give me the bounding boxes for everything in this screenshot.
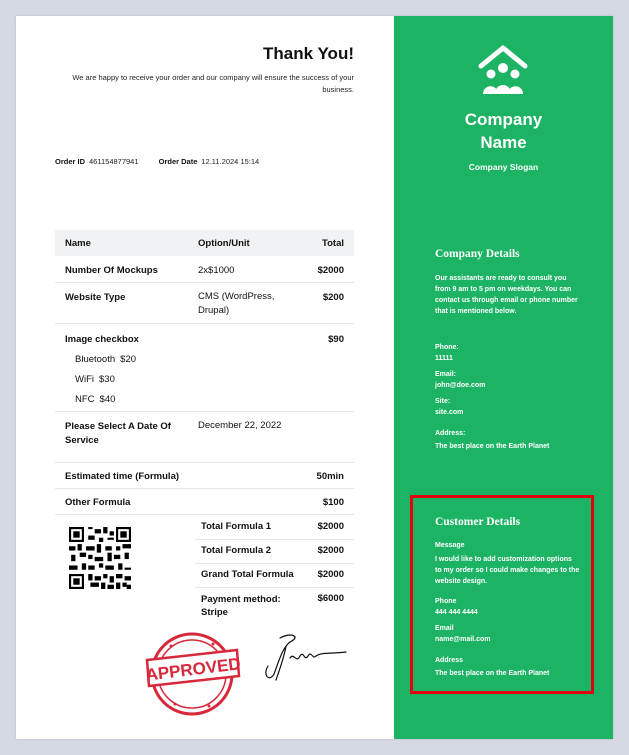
sub-item [75, 354, 136, 365]
totals-section [55, 515, 354, 625]
order-date: 12.11.2024 15:14 [201, 157, 260, 166]
table-header [55, 230, 354, 256]
row-option: December 22, 2022 [198, 420, 282, 431]
company-site-label: Site: [435, 398, 451, 405]
header-name: Name [65, 238, 91, 249]
table-row [55, 412, 354, 463]
stamp-text: APPROVED [144, 654, 242, 685]
row-name: Other Formula [65, 497, 131, 508]
row-name: Website Type [65, 292, 126, 303]
sub-item-name: WiFi [75, 374, 94, 385]
table-row [55, 283, 354, 324]
row-total: $100 [322, 497, 344, 508]
row-name: Number Of Mockups [65, 265, 158, 276]
row-name: Estimated time (Formula) [65, 471, 180, 482]
sub-item-price: $20 [120, 354, 137, 365]
company-slogan: Company Slogan [468, 162, 539, 172]
order-meta [55, 157, 259, 166]
row-total: $2000 [317, 265, 344, 276]
customer-email-label: Email [435, 625, 454, 632]
total-label: Grand Total Formula [201, 569, 294, 580]
company-address: The best place on the Earth Planet [435, 443, 550, 450]
row-option: 2x$1000 [198, 265, 235, 276]
row-total: $90 [328, 334, 344, 345]
table-row [55, 324, 354, 412]
sub-item-name: Bluetooth [75, 354, 116, 365]
customer-details-highlight [410, 495, 594, 694]
sub-item [75, 394, 115, 405]
customer-phone-label: Phone [435, 598, 457, 605]
customer-message-label: Message [435, 542, 465, 549]
row-name: Please Select A Date Of Service [65, 421, 171, 446]
total-value: $6000 [317, 593, 344, 604]
sub-item-price: $30 [99, 374, 115, 385]
order-date-label: Order Date [158, 157, 198, 166]
total-row [55, 563, 354, 587]
order-table [55, 230, 354, 625]
header-option: Option/Unit [198, 238, 250, 249]
row-name: Image checkbox [65, 334, 139, 345]
company-phone: 11111 [435, 355, 453, 362]
company-name: Company Name [464, 110, 543, 152]
company-address-label: Address: [435, 430, 466, 437]
customer-details-title: Customer Details [435, 516, 521, 528]
company-email-label: Email: [435, 371, 457, 378]
customer-phone: 444 444 4444 [435, 609, 478, 616]
total-value: $2000 [317, 545, 344, 556]
thank-you-message: We are happy to receive your order and our company will ensure the success of your business. [72, 73, 354, 94]
total-label: Payment method: Stripe [201, 594, 281, 618]
thank-you-title: Thank You! [263, 44, 354, 63]
signature-icon [260, 628, 350, 688]
header-total: Total [322, 238, 344, 249]
table-row [55, 256, 354, 283]
total-row [55, 515, 354, 539]
sub-item-price: $40 [99, 394, 116, 405]
row-total: 50min [316, 471, 344, 482]
customer-address-label: Address [435, 657, 464, 664]
customer-address: The best place on the Earth Planet [435, 670, 550, 677]
customer-message: I would like to add customization options to my order so I could make changes to the website design. [435, 556, 580, 585]
sub-item-name: NFC [75, 394, 95, 405]
total-row [55, 587, 354, 623]
order-id-label: Order ID [55, 157, 86, 166]
total-row [55, 539, 354, 563]
invoice-main [16, 16, 394, 739]
total-label: Total Formula 2 [201, 545, 272, 556]
order-id: 461154877941 [89, 157, 139, 166]
company-details-title: Company Details [435, 248, 520, 260]
approved-stamp [141, 628, 243, 720]
total-value: $2000 [317, 521, 344, 532]
company-phone-label: Phone: [435, 344, 459, 351]
table-row [55, 489, 354, 515]
sub-item [75, 374, 115, 385]
row-total: $200 [322, 292, 344, 303]
total-label: Total Formula 1 [201, 521, 272, 532]
customer-email: name@mail.com [435, 636, 491, 643]
total-value: $2000 [317, 569, 344, 580]
company-email: john@doe.com [435, 382, 486, 389]
row-option: CMS (WordPress, Drupal) [198, 291, 275, 316]
company-logo-icon [477, 44, 529, 96]
company-site: site.com [435, 409, 464, 416]
table-row [55, 463, 354, 489]
company-details-text: Our assistants are ready to consult you from 9 am to 5 pm on weekdays. You can contact us through email or phone number that is mentioned below. [435, 275, 578, 315]
